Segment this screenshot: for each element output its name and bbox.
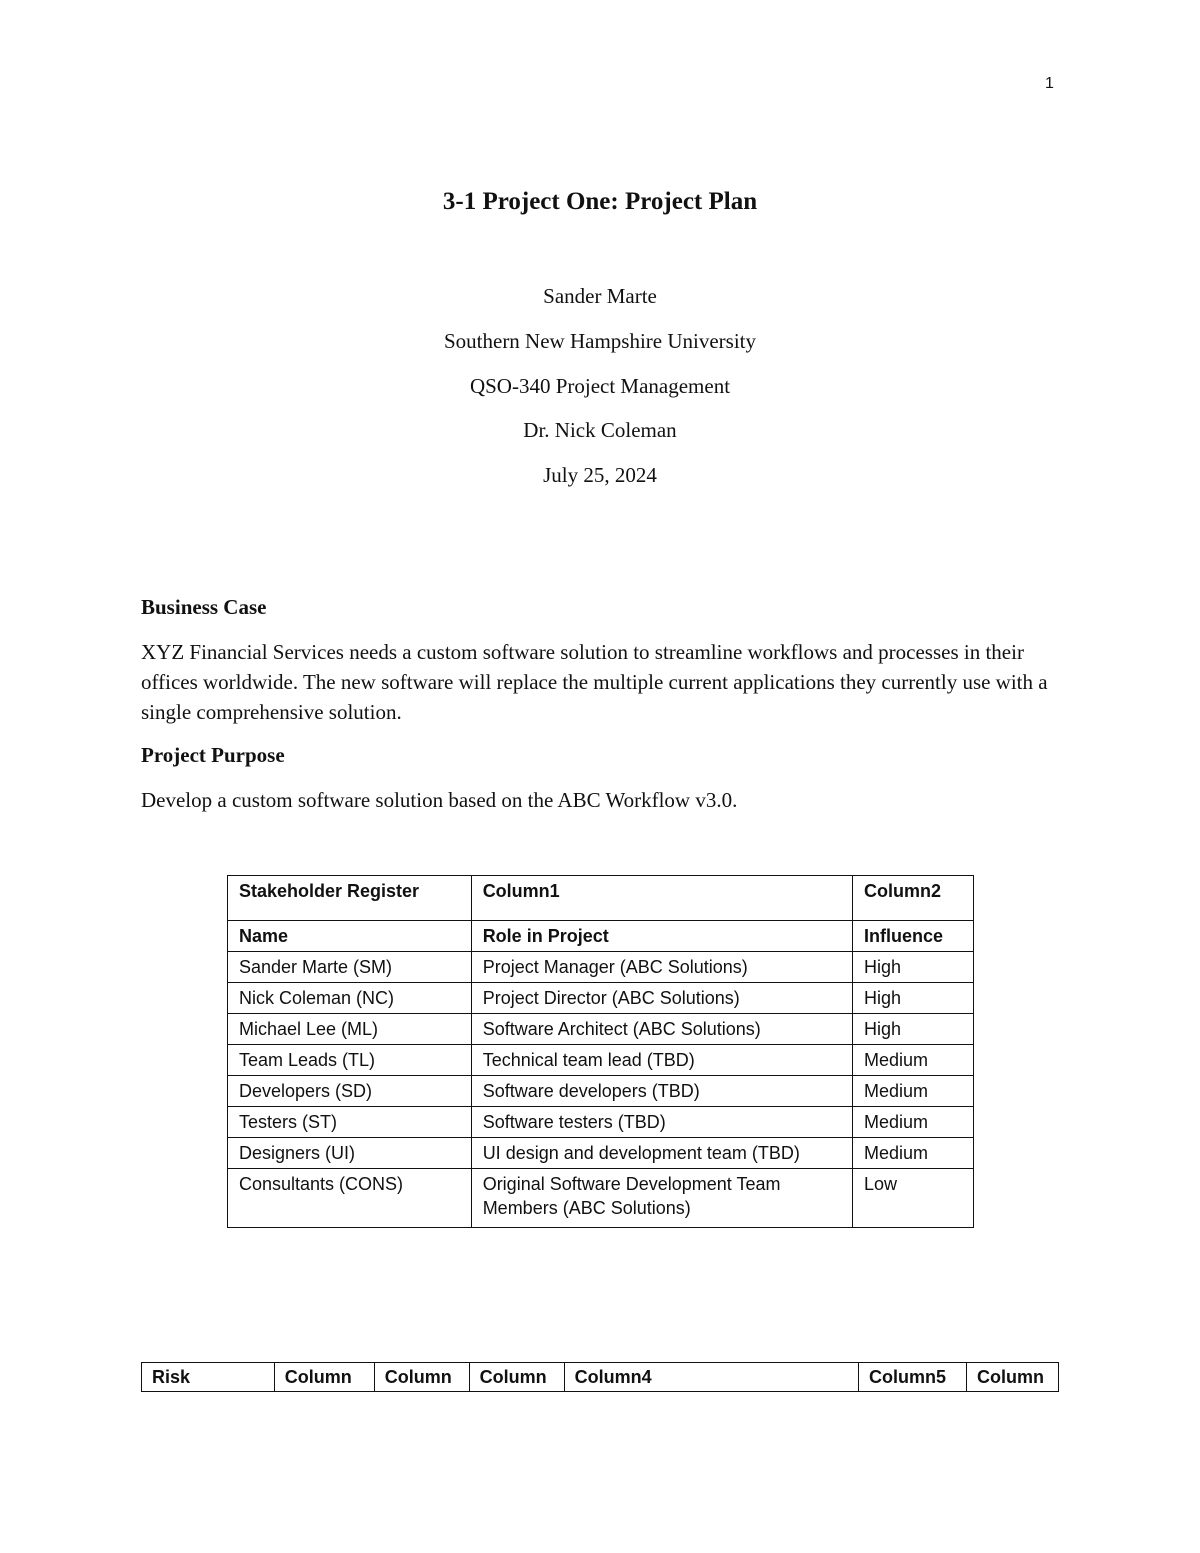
business-case-body: XYZ Financial Services needs a custom software solution to streamline workflows and processes in their offices worldwide. The new software will replace the multiple current applications they currently use with a single comprehensive solution. (141, 640, 1048, 724)
table-cell: Software Architect (ABC Solutions) (471, 1014, 852, 1045)
table-cell: Medium (853, 1138, 974, 1169)
project-purpose-section (141, 740, 1061, 815)
instructor-name: Dr. Nick Coleman (523, 418, 677, 443)
table-cell: Medium (853, 1107, 974, 1138)
author-name: Sander Marte (543, 284, 657, 308)
table-row (228, 1169, 974, 1228)
table-cell: Testers (ST) (228, 1107, 472, 1138)
table-header-row (142, 1363, 1059, 1392)
stakeholder-register-table (227, 875, 974, 1228)
table-header-cell: Column2 (853, 876, 974, 921)
table-row (228, 1045, 974, 1076)
table-row (228, 1014, 974, 1045)
table-header-cell: Influence (853, 921, 974, 952)
table-header-cell: Stakeholder Register (228, 876, 472, 921)
table-row (228, 1076, 974, 1107)
table-cell: Software developers (TBD) (471, 1076, 852, 1107)
table-cell: UI design and development team (TBD) (471, 1138, 852, 1169)
table-cell: High (853, 1014, 974, 1045)
table-header-cell: Risk (142, 1363, 275, 1392)
table-header-row (228, 876, 974, 921)
table-cell: Original Software Development Team Members (ABC Solutions) (471, 1169, 852, 1228)
table-cell: Software testers (TBD) (471, 1107, 852, 1138)
table-cell: Medium (853, 1045, 974, 1076)
table-row (228, 952, 974, 983)
table-header-cell: Column (374, 1363, 469, 1392)
table-cell: Project Manager (ABC Solutions) (471, 952, 852, 983)
table-header-cell: Name (228, 921, 472, 952)
page-number: 1 (1045, 75, 1054, 92)
table-cell: High (853, 983, 974, 1014)
table-row (228, 983, 974, 1014)
submission-date: July 25, 2024 (543, 463, 657, 488)
table-cell: Medium (853, 1076, 974, 1107)
table-header-cell: Role in Project (471, 921, 852, 952)
table-header-cell: Column4 (564, 1363, 858, 1392)
project-purpose-body: Develop a custom software solution based on the ABC Workflow v3.0. (141, 788, 738, 812)
table-cell: Low (853, 1169, 974, 1228)
table-cell: Technical team lead (TBD) (471, 1045, 852, 1076)
document-title: 3-1 Project One: Project Plan (442, 188, 758, 215)
table-header-cell: Column5 (859, 1363, 967, 1392)
course-name: QSO-340 Project Management (469, 373, 731, 398)
table-header-cell: Column1 (471, 876, 852, 921)
table-cell: Consultants (CONS) (228, 1169, 472, 1228)
table-header-cell: Column (469, 1363, 564, 1392)
table-cell: Michael Lee (ML) (228, 1014, 472, 1045)
table-row (228, 1107, 974, 1138)
table-cell: Team Leads (TL) (228, 1045, 472, 1076)
table-header-cell: Column (274, 1363, 374, 1392)
project-purpose-heading: Project Purpose (141, 743, 285, 767)
table-cell: Designers (UI) (228, 1138, 472, 1169)
table-row (228, 1138, 974, 1169)
institution-name: Southern New Hampshire University (443, 328, 757, 353)
table-cell: High (853, 952, 974, 983)
table-header-cell: Column (966, 1363, 1058, 1392)
business-case-heading: Business Case (141, 595, 267, 619)
title-page-block (0, 185, 1200, 498)
risk-register-table (141, 1362, 1059, 1392)
table-cell: Developers (SD) (228, 1076, 472, 1107)
table-subheader-row (228, 921, 974, 952)
table-cell: Nick Coleman (NC) (228, 983, 472, 1014)
business-case-section (141, 592, 1061, 727)
table-cell: Sander Marte (SM) (228, 952, 472, 983)
table-cell: Project Director (ABC Solutions) (471, 983, 852, 1014)
